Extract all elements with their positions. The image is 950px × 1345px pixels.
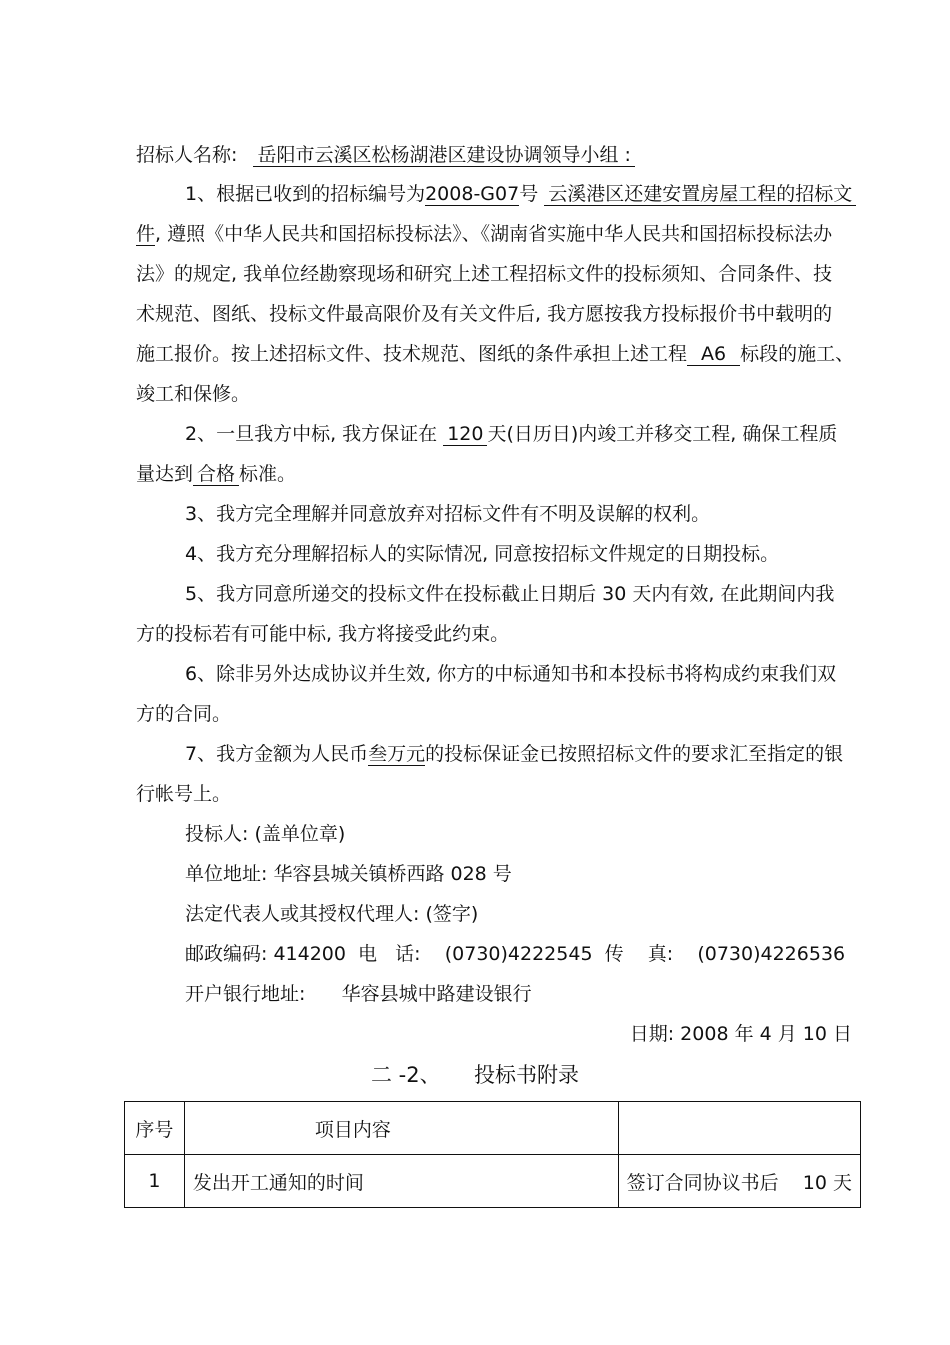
- clause-7-line-2: 行帐号上。: [136, 783, 232, 805]
- clause-3: 3、我方完全理解并同意放弃对招标文件有不明及误解的权利。: [185, 503, 711, 525]
- clause-1-text-5: 施工报价。按上述招标文件、技术规范、图纸的条件承担上述工程: [136, 343, 688, 365]
- legal-representative: 法定代表人或其授权代理人: (签字): [185, 903, 479, 925]
- row-item: 发出开工通知的时间: [184, 1155, 618, 1208]
- bidder-seal: 投标人: (盖单位章): [185, 823, 346, 845]
- clause-2-text-c: 量达到: [136, 463, 194, 485]
- clause-2-text-b: 天(日历日)内竣工并移交工程, 确保工程质: [487, 423, 838, 445]
- row-no: 1: [125, 1155, 185, 1208]
- bond-amount: 叁万元: [368, 743, 426, 765]
- clause-7-text: 7、我方金额为人民币: [185, 743, 369, 765]
- clause-2-line-1: [185, 422, 837, 446]
- table-header-row: [125, 1102, 861, 1155]
- header-item: 项目内容: [184, 1102, 618, 1155]
- clause-2-line-2: [136, 462, 296, 486]
- clause-1-text-5b: 标段的施工、: [740, 343, 855, 365]
- project-name-end: 件: [136, 223, 156, 245]
- clause-1-line-2: [136, 222, 832, 246]
- clause-6-line-1: 6、除非另外达成协议并生效, 你方的中标通知书和本投标书将构成约束我们双: [185, 663, 837, 685]
- clause-1-line-1: [185, 182, 856, 206]
- clause-1-text-2: , 遵照《中华人民共和国招标投标法》、《湖南省实施中华人民共和国招标投标法办: [155, 223, 833, 245]
- clause-1-text-b: 号: [519, 183, 539, 205]
- clause-6-line-2: 方的合同。: [136, 703, 232, 725]
- tenderer-line: [136, 143, 635, 167]
- document-date: 日期: 2008 年 4 月 10 日: [629, 1023, 852, 1045]
- bid-section: A6: [687, 343, 740, 366]
- clause-1-line-3: 法》的规定, 我单位经勘察现场和研究上述工程招标文件的投标须知、合同条件、技: [136, 263, 833, 285]
- clause-2-text: 2、一旦我方中标, 我方保证在: [185, 423, 438, 445]
- project-name: 云溪港区还建安置房屋工程的招标文: [544, 183, 856, 206]
- appendix-title: 二 -2、 投标书附录: [371, 1063, 579, 1087]
- unit-address: 单位地址: 华容县城关镇桥西路 028 号: [185, 863, 512, 885]
- header-value: [618, 1102, 860, 1155]
- clause-7-line-1: [185, 742, 843, 766]
- tender-code: 2008-G07: [425, 183, 520, 205]
- appendix-table: [124, 1101, 861, 1208]
- clause-5-line-1: 5、我方同意所递交的投标文件在投标截止日期后 30 天内有效, 在此期间内我: [185, 583, 835, 605]
- clause-5-line-2: 方的投标若有可能中标, 我方将接受此约束。: [136, 623, 510, 645]
- tenderer-label: 招标人名称:: [136, 144, 238, 166]
- header-no: 序号: [125, 1102, 185, 1155]
- contact-info: 邮政编码: 414200 电 话: (0730)4222545 传 真: (0730)4226536: [185, 943, 846, 965]
- bank-address: 开户银行地址: 华容县城中路建设银行: [185, 983, 532, 1005]
- clause-1-text: 1、根据已收到的招标编号为: [185, 183, 426, 205]
- tenderer-name: 岳阳市云溪区松杨湖港区建设协调领导小组 :: [253, 144, 634, 167]
- row-value: 签订合同协议书后 10 天: [618, 1155, 860, 1208]
- clause-1-line-4: 术规范、图纸、投标文件最高限价及有关文件后, 我方愿按我方投标报价书中载明的: [136, 303, 833, 325]
- completion-days: 120: [443, 423, 487, 446]
- clause-4: 4、我方充分理解招标人的实际情况, 同意按招标文件规定的日期投标。: [185, 543, 780, 565]
- clause-1-line-6: 竣工和保修。: [136, 383, 251, 405]
- clause-1-line-5: [136, 342, 854, 366]
- clause-7-text-b: 的投标保证金已按照招标文件的要求汇至指定的银: [425, 743, 844, 765]
- clause-2-text-d: 标准。: [239, 463, 297, 485]
- quality-level: 合格: [193, 463, 239, 486]
- table-row: [125, 1155, 861, 1208]
